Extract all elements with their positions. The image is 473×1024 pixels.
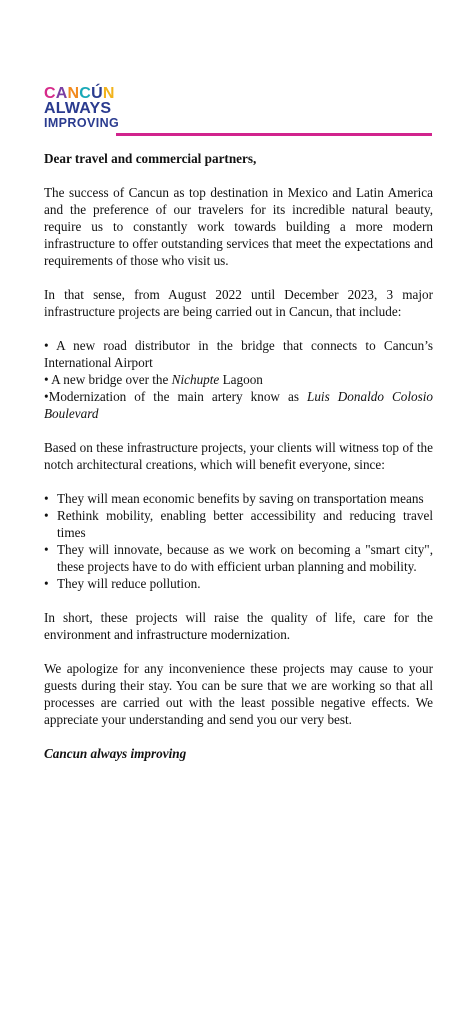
- bullet: •: [44, 508, 49, 523]
- greeting: Dear travel and commercial partners,: [44, 151, 257, 166]
- logo-letter: C: [79, 85, 92, 102]
- logo-letter: Ú: [91, 85, 103, 102]
- project-item-1: • A new road distributor in the bridge that connects to Cancun’s International Airport: [44, 338, 433, 370]
- bullet: •: [44, 576, 49, 591]
- benefit-item: [44, 541, 433, 575]
- cancun-always-improving-logo: [44, 86, 136, 131]
- project-item-3: [44, 388, 433, 422]
- logo-line-improving: IMPROVING: [44, 116, 120, 130]
- project-item-2-emphasis: Nichupte: [171, 372, 220, 387]
- benefit-text: Rethink mobility, enabling better accessibility and reducing travel times: [57, 508, 433, 540]
- projects-list: [44, 337, 433, 422]
- project-item-3-text: •Modernization of the main artery know as: [44, 389, 307, 404]
- project-item-2: [44, 371, 433, 388]
- logo-line-cancun: [44, 86, 136, 101]
- project-item-2-text: • A new bridge over the: [44, 372, 172, 387]
- letter-body: [44, 150, 433, 762]
- logo-letter: C: [44, 85, 56, 102]
- signoff: Cancun always improving: [44, 746, 187, 761]
- project-item-3-emphasis: Luis Donaldo Colosio Boulevard: [44, 389, 433, 421]
- benefit-item: [44, 575, 433, 592]
- paragraph-benefits-intro: Based on these infrastructure projects, your clients will witness top of the notch architectural creations, which will benefit everyone, since:: [44, 440, 433, 472]
- header-divider: [116, 133, 432, 136]
- benefit-item: [44, 507, 433, 541]
- logo-letter: A: [55, 85, 68, 102]
- benefit-text: They will reduce pollution.: [57, 576, 201, 591]
- logo-letter: N: [102, 85, 115, 102]
- paragraph-projects-intro: In that sense, from August 2022 until December 2023, 3 major infrastructure projects are being carried out in Cancun, that include:: [44, 287, 433, 319]
- logo-line-always: ALWAYS: [44, 100, 112, 117]
- paragraph-apology: We apologize for any inconvenience these projects may cause to your guests during their stay. You can be sure that we are working so that all processes are carried out with the least possible negative effects. We appreciate your understanding and send you our very best.: [44, 661, 433, 727]
- benefits-list: [44, 490, 433, 592]
- paragraph-intro: The success of Cancun as top destination in Mexico and Latin America and the preference of our travelers for its incredible natural beauty, require us to constantly work towards building a more modern infrastructure to offer outstanding services that meet the expectations and requirements of those who visit us.: [44, 185, 433, 268]
- paragraph-summary: In short, these projects will raise the quality of life, care for the environment and infrastructure modernization.: [44, 610, 433, 642]
- bullet: •: [44, 542, 49, 557]
- benefit-item: [44, 490, 433, 507]
- project-item-2-suffix: Lagoon: [219, 372, 263, 387]
- bullet: •: [44, 491, 49, 506]
- benefit-text: They will innovate, because as we work on becoming a "smart city", these projects have to do with efficient urban planning and mobility.: [57, 542, 433, 574]
- logo-letter: N: [67, 85, 80, 102]
- benefit-text: They will mean economic benefits by saving on transportation means: [57, 491, 424, 506]
